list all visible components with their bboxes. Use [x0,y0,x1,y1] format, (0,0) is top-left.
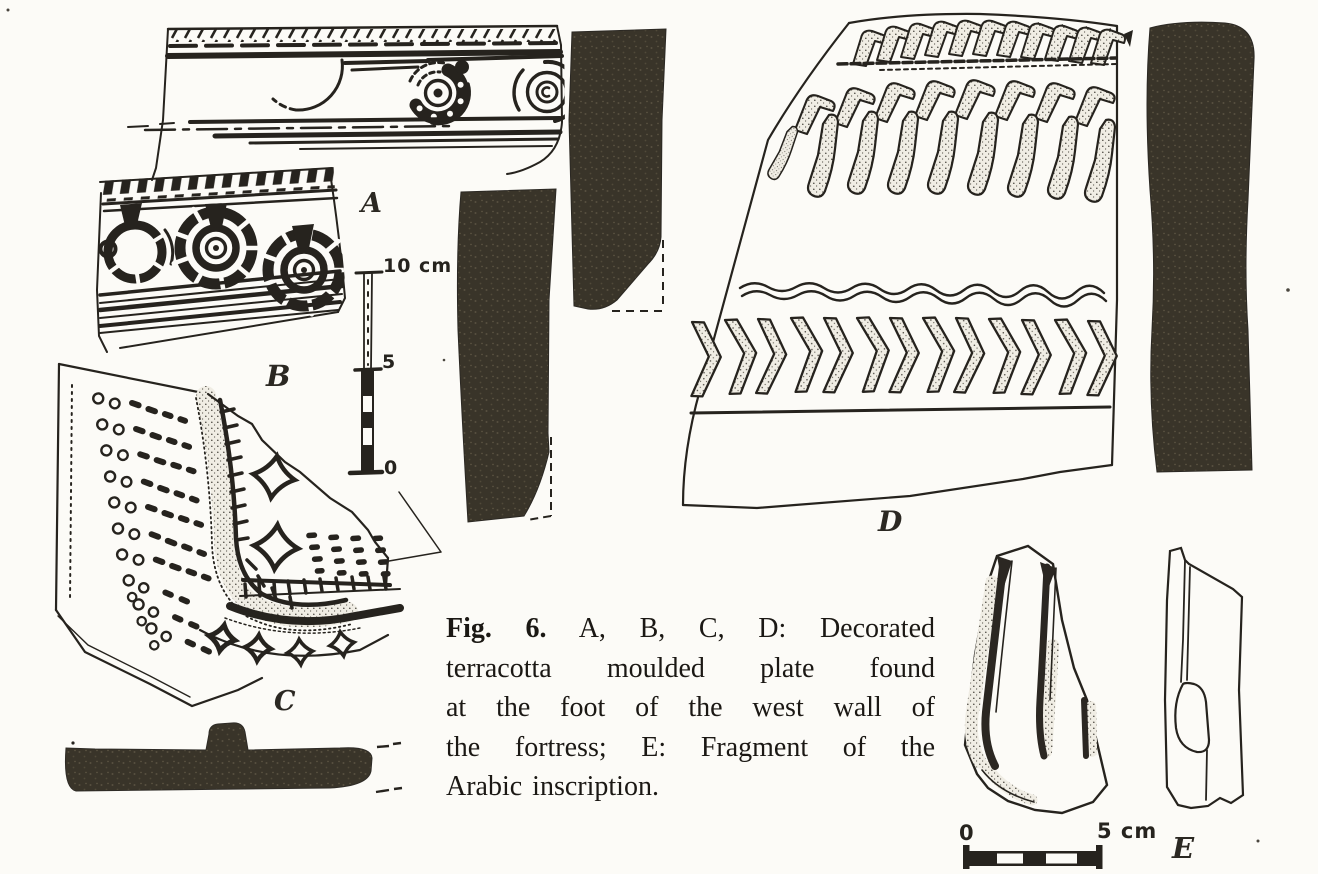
figure-caption [446,609,935,807]
inscription-front-drawing [965,546,1107,813]
panel-label-c: C [274,686,296,717]
vertical-scale-mid-label: 5 [382,351,397,373]
horizontal-scale-bar [963,845,1103,869]
caption-line: Arabic inscription. [446,771,659,802]
panel-label-d: D [878,505,903,538]
sherd-b-drawing [97,167,349,352]
caption-figure-number: Fig. 6. [446,613,547,644]
caption-line: the fortress; E: Fragment of the [446,731,935,763]
rosette-b1 [101,203,173,287]
profile-a-section [569,29,666,311]
horizontal-scale-max-label: 5 cm [1097,819,1158,843]
panel-label-a: A [361,188,382,219]
profile-d-section [1147,22,1254,472]
panel-label-b: B [266,359,291,393]
rosette-a2 [514,62,578,121]
inscription-side-drawing [1165,548,1243,808]
sherd-c-profile-drawing [65,723,402,792]
rosette-a1 [410,60,469,124]
caption-line: terracotta moulded plate found [446,652,935,684]
wavy-band [740,283,1106,306]
profile-b-section [457,189,556,522]
panel-label-e: E [1172,831,1195,865]
vertical-scale-bar [350,272,382,473]
sherd-d-drawing [683,14,1133,508]
sherd-a-drawing [128,26,578,180]
projection-lines [389,492,441,561]
vertical-scale-zero-label: 0 [384,457,399,479]
caption-line: Fig. 6. A, B, C, D: Decorated [446,613,935,644]
caption-line: at the foot of the west wall of [446,692,935,723]
sherd-c-drawing [56,359,441,706]
horizontal-scale-zero-label: 0 [959,821,975,845]
chevron-row [689,316,1118,397]
vertical-scale-top-label: 10 cm [383,255,453,277]
